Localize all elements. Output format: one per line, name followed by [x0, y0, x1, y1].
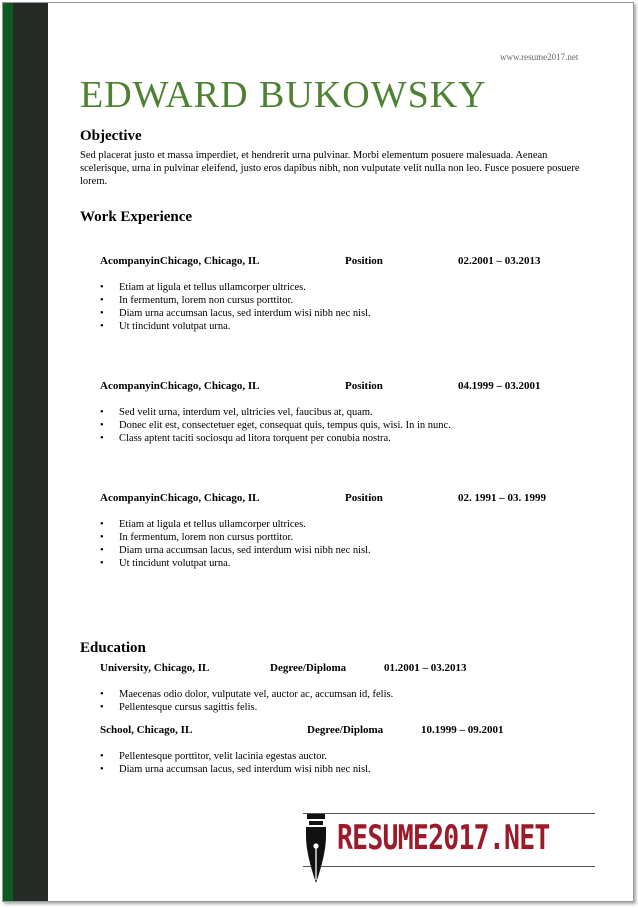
- job-bullet-list: [100, 518, 371, 570]
- job-dates: 04.1999 – 03.2001: [458, 380, 541, 392]
- list-item: • Maecenas odio dolor, vulputate vel, auctor ac, accumsan id, felis.: [100, 688, 393, 701]
- education-heading: Education: [80, 640, 146, 656]
- job-bullet-list: [100, 281, 371, 333]
- education-school: University, Chicago, IL: [100, 662, 210, 674]
- fountain-pen-nib-icon: [303, 814, 329, 884]
- education-header: [100, 724, 580, 738]
- list-item: • Sed velit urna, interdum vel, ultricies vel, faucibus at, quam.: [100, 406, 451, 419]
- list-item: • Diam urna accumsan lacus, sed interdum wisi nibh nec nisl.: [100, 307, 371, 320]
- logo-bottom-rule: [303, 866, 595, 867]
- education-degree: Degree/Diploma: [270, 662, 347, 674]
- job-header: [100, 492, 580, 506]
- logo-top-rule: [303, 813, 595, 814]
- education-bullet-list: [100, 688, 393, 714]
- job-position: Position: [345, 380, 383, 392]
- job-header: [100, 255, 580, 269]
- objective-text: Sed placerat justo et massa imperdiet, et hendrerit urna pulvinar. Morbi elementum posuere malesuada. Aenean scelerisque, urna in pulvinar eleifend, justo eros dapibus nibh, non vulputate velit nulla non leo. Fusce posuere posuere lorem.: [80, 150, 580, 187]
- sidebar-green-stripe: [3, 3, 13, 901]
- sidebar-dark-stripe: [13, 3, 48, 901]
- list-item: • Ut tincidunt volutpat urna.: [100, 320, 371, 333]
- list-item: • Diam urna accumsan lacus, sed interdum wisi nibh nec nisl.: [100, 544, 371, 557]
- list-item: • Pellentesque porttitor, velit lacinia egestas auctor.: [100, 750, 371, 763]
- site-url: www.resume2017.net: [500, 52, 579, 62]
- job-company: AcompanyinChicago, Chicago, IL: [100, 380, 260, 392]
- list-item: • Donec elit est, consectetuer eget, consequat quis, tempus quis, wisi. In in nunc.: [100, 419, 451, 432]
- job-company: AcompanyinChicago, Chicago, IL: [100, 492, 260, 504]
- objective-heading: Objective: [80, 128, 142, 144]
- education-header: [100, 662, 580, 676]
- list-item: • Etiam at ligula et tellus ullamcorper ultrices.: [100, 518, 371, 531]
- job-bullet-list: [100, 406, 451, 445]
- education-school: School, Chicago, IL: [100, 724, 193, 736]
- education-degree: Degree/Diploma: [307, 724, 384, 736]
- work-experience-heading: Work Experience: [80, 209, 193, 225]
- education-bullet-list: [100, 750, 371, 776]
- candidate-name: EDWARD BUKOWSKY: [80, 74, 487, 116]
- logo-text: RESUME2017.NET: [337, 818, 550, 858]
- list-item: • Class aptent taciti sociosqu ad litora torquent per conubia nostra.: [100, 432, 451, 445]
- list-item: • In fermentum, lorem non cursus porttitor.: [100, 294, 371, 307]
- resume-page: [2, 2, 634, 902]
- job-position: Position: [345, 492, 383, 504]
- job-position: Position: [345, 255, 383, 267]
- job-dates: 02.2001 – 03.2013: [458, 255, 541, 267]
- education-dates: 01.2001 – 03.2013: [384, 662, 467, 674]
- job-dates: 02. 1991 – 03. 1999: [458, 492, 546, 504]
- job-company: AcompanyinChicago, Chicago, IL: [100, 255, 260, 267]
- education-dates: 10.1999 – 09.2001: [421, 724, 504, 736]
- job-header: [100, 380, 580, 394]
- list-item: • Pellentesque cursus sagittis felis.: [100, 701, 393, 714]
- list-item: • Diam urna accumsan lacus, sed interdum wisi nibh nec nisl.: [100, 763, 371, 776]
- list-item: • In fermentum, lorem non cursus porttitor.: [100, 531, 371, 544]
- list-item: • Etiam at ligula et tellus ullamcorper ultrices.: [100, 281, 371, 294]
- list-item: • Ut tincidunt volutpat urna.: [100, 557, 371, 570]
